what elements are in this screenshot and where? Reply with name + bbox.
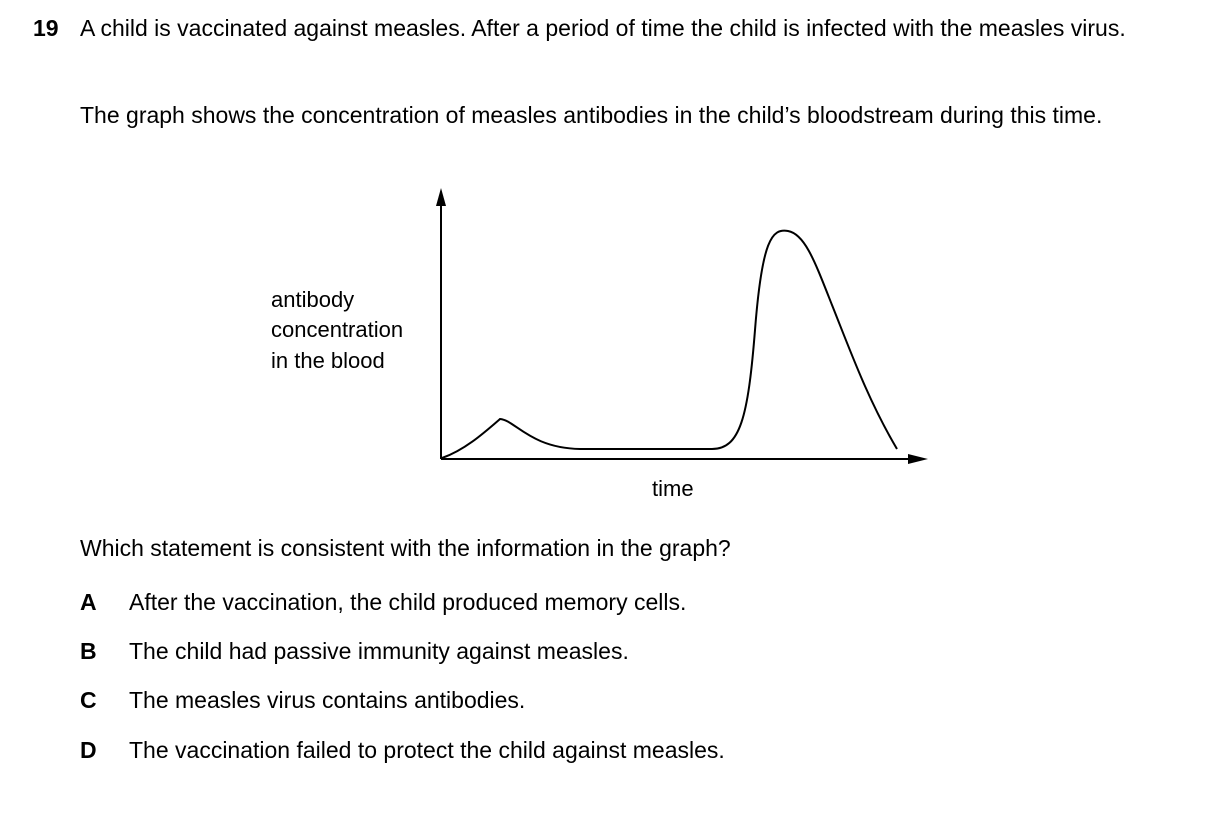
option-b-letter: B bbox=[80, 638, 97, 664]
option-c-text: The measles virus contains antibodies. bbox=[129, 687, 526, 713]
option-b-text: The child had passive immunity against measles. bbox=[129, 638, 629, 664]
y-axis-label-line-2: concentration bbox=[271, 317, 404, 342]
question-prompt: Which statement is consistent with the information in the graph? bbox=[80, 535, 731, 561]
question-number: 19 bbox=[33, 15, 59, 41]
y-axis-arrowhead bbox=[436, 188, 446, 206]
option-d-letter: D bbox=[80, 737, 97, 763]
x-axis-label: time bbox=[652, 476, 694, 501]
antibody-graph bbox=[260, 180, 940, 510]
option-c-letter: C bbox=[80, 687, 97, 713]
question-stem-2: The graph shows the concentration of measles antibodies in the child’s bloodstream during this time. bbox=[80, 102, 1103, 128]
question-stem-1: A child is vaccinated against measles. After a period of time the child is infected with the measles virus. bbox=[80, 15, 1126, 41]
option-a-letter: A bbox=[80, 589, 97, 615]
x-axis-arrowhead bbox=[908, 454, 928, 464]
y-axis-label-line-1: antibody bbox=[271, 287, 355, 312]
option-d-text: The vaccination failed to protect the child against measles. bbox=[129, 737, 725, 763]
antibody-curve bbox=[442, 231, 897, 458]
y-axis-label-line-3: in the blood bbox=[271, 348, 385, 373]
option-a-text: After the vaccination, the child produced memory cells. bbox=[129, 589, 687, 615]
